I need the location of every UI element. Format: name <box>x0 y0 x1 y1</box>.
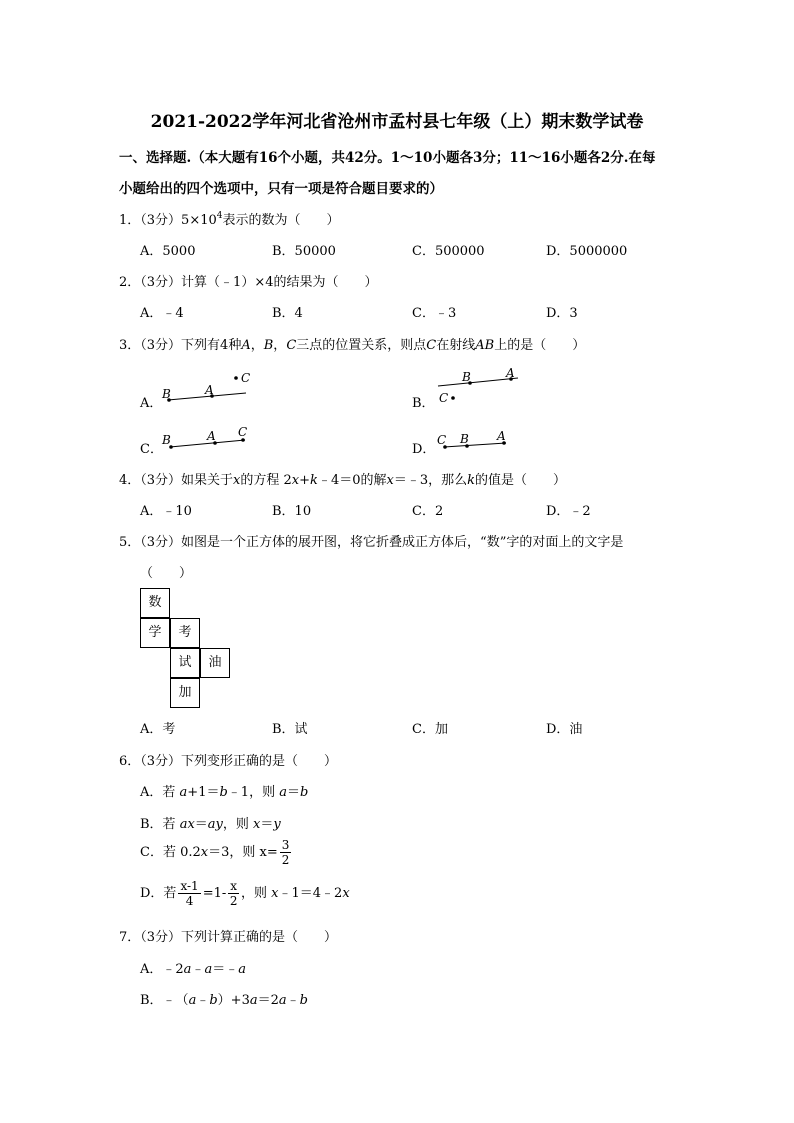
q3-figure-c <box>160 420 260 456</box>
svg-text:A: A <box>497 429 506 443</box>
q5-option-c[interactable]: C．加 <box>412 722 448 737</box>
svg-text:B: B <box>162 433 171 447</box>
q3-option-c[interactable]: C． <box>140 442 163 457</box>
q4-option-a[interactable]: A．﹣10 <box>140 504 192 519</box>
question-4-stem: 4．（3分）如果关于x的方程 2x+k﹣4＝0的解x＝﹣3，那么k的值是（ ） <box>119 473 567 488</box>
question-6-stem: 6．（3分）下列变形正确的是（ ） <box>119 754 338 769</box>
svg-text:C: C <box>241 371 251 385</box>
q5-option-a[interactable]: A．考 <box>140 722 176 737</box>
q2-option-c[interactable]: C．﹣3 <box>412 306 457 321</box>
question-3-stem: 3．（3分）下列有4种A，B，C三点的位置关系，则点C在射线AB上的是（ ） <box>119 338 586 353</box>
fraction-x-over-2: $\frac{x}{2}$ <box>229 879 238 908</box>
question-2-stem: 2．（3分）计算（﹣1）×4的结果为（ ） <box>119 275 378 290</box>
svg-text:B: B <box>462 370 471 384</box>
net-cell-xue: 学 <box>140 618 170 648</box>
fraction-3-over-2: $\frac{3}{2}$ <box>281 838 290 867</box>
net-cell-you: 油 <box>200 648 230 678</box>
section-header-line1: 一、选择题.（本大题有16个小题，共42分。1～10小题各3分；11～16小题各2分.在每 <box>119 150 656 166</box>
q4-option-d[interactable]: D．﹣2 <box>546 504 591 519</box>
q2-option-a[interactable]: A．﹣4 <box>140 306 184 321</box>
q7-option-b[interactable]: B．﹣（a﹣b）+3a＝2a﹣b <box>140 993 308 1008</box>
question-1-stem: 1．（3分）$5\times 10^4$表示的数为（ ） <box>119 211 340 228</box>
svg-text:B: B <box>460 432 469 446</box>
net-cell-kao: 考 <box>170 618 200 648</box>
page-title: 2021-2022学年河北省沧州市孟村县七年级（上）期末数学试卷 <box>150 112 644 132</box>
q5-option-b[interactable]: B．试 <box>272 722 308 737</box>
svg-text:A: A <box>207 429 216 443</box>
q2-option-b[interactable]: B．4 <box>272 306 303 321</box>
svg-text:B: B <box>162 387 171 401</box>
q2-option-d[interactable]: D．3 <box>546 306 578 321</box>
question-5-paren: （ ） <box>140 566 193 581</box>
q3-figure-a <box>160 366 260 406</box>
svg-text:C: C <box>238 425 248 439</box>
q3-option-a[interactable]: A． <box>140 396 163 411</box>
q3-option-d[interactable]: D． <box>412 442 436 457</box>
svg-text:A: A <box>205 383 214 397</box>
q3-figure-d <box>434 422 534 456</box>
q6-option-c[interactable]: C．若 0.2x＝3，则 x= $\frac{3}{2}$ <box>140 838 290 867</box>
q6-option-b[interactable]: B．若 ax＝ay，则 x＝y <box>140 817 281 832</box>
q3-figure-b <box>436 364 536 406</box>
q1-option-a[interactable]: A．5000 <box>140 244 196 259</box>
q7-option-a[interactable]: A．﹣2a﹣a＝﹣a <box>140 962 246 977</box>
svg-text:A: A <box>506 366 515 380</box>
net-cell-shu: 数 <box>140 588 170 618</box>
q3-option-b[interactable]: B． <box>412 396 435 411</box>
q1-option-c[interactable]: C．500000 <box>412 244 485 259</box>
q1-option-b[interactable]: B．50000 <box>272 244 336 259</box>
q5-option-d[interactable]: D．油 <box>546 722 583 737</box>
net-cell-shi: 试 <box>170 648 200 678</box>
svg-text:C: C <box>439 391 449 405</box>
q6-option-a[interactable]: A．若 a+1＝b﹣1，则 a＝b <box>140 785 309 800</box>
svg-text:C: C <box>437 433 447 447</box>
question-5-stem: 5．（3分）如图是一个正方体的展开图，将它折叠成正方体后，“数”字的对面上的文字是 <box>119 535 624 550</box>
net-cell-jia: 加 <box>170 678 200 708</box>
q1-option-d[interactable]: D．5000000 <box>546 244 628 259</box>
q6-option-d[interactable]: D．若 $\frac{x-1}{4}$ =1- $\frac{x}{2}$ ，则 x﹣1＝4﹣2x <box>140 879 350 908</box>
question-7-stem: 7．（3分）下列计算正确的是（ ） <box>119 930 338 945</box>
q4-option-c[interactable]: C．2 <box>412 504 444 519</box>
fraction-x-minus-1-over-4: $\frac{x-1}{4}$ <box>180 879 199 908</box>
q4-option-b[interactable]: B．10 <box>272 504 312 519</box>
section-header-line2: 小题给出的四个选项中，只有一项是符合题目要求的） <box>119 181 443 197</box>
